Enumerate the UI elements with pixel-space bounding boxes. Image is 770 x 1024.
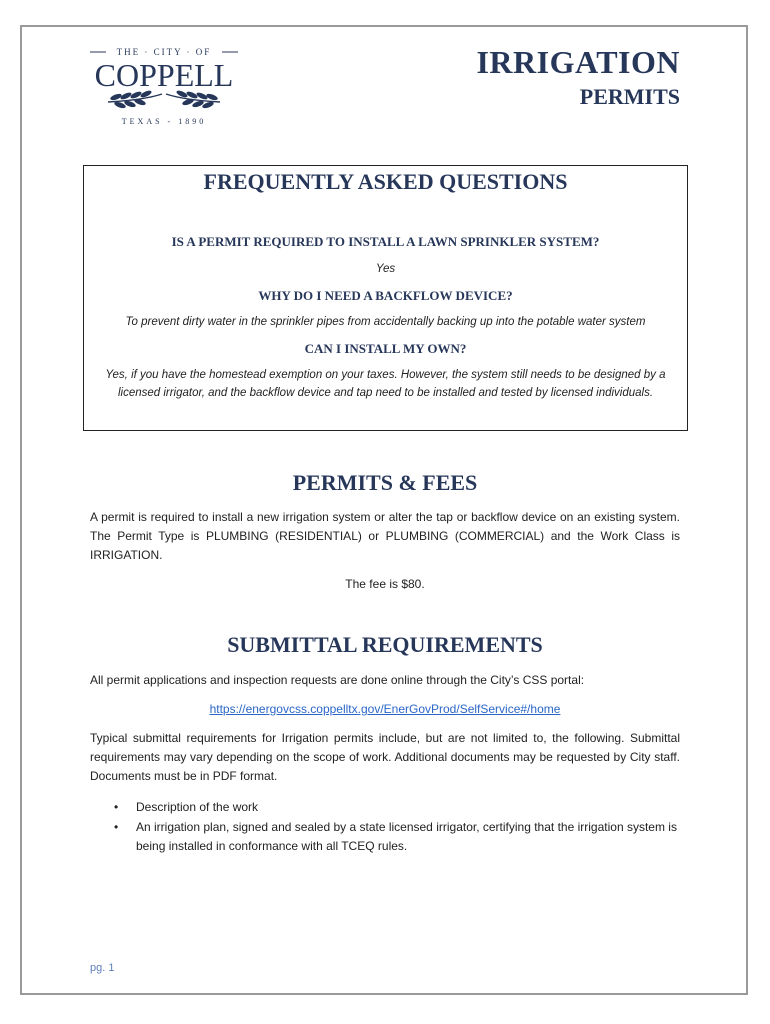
title-sub: PERMITS [579, 84, 680, 109]
logo-top-text: THE · CITY · OF [116, 47, 212, 57]
list-item [90, 818, 680, 856]
list-item-text: An irrigation plan, signed and sealed by a state licensed irrigator, certifying that the irrigation system is being installed in conformance with all TCEQ rules. [136, 820, 677, 853]
faq-question: WHY DO I NEED A BACKFLOW DEVICE? [258, 288, 513, 303]
submittal-intro: All permit applications and inspection requests are done online through the City’s CSS portal: [90, 673, 585, 687]
list-item [90, 798, 680, 817]
faq-answer: Yes, if you have the homestead exemption on your taxes. However, the system still needs to be designed by a licensed irrigator, and the backflow device and tap need to be installed and tested by licensed individuals. [105, 369, 666, 399]
fee-text: The fee is $80. [345, 577, 425, 591]
logo-name: COPPELL [94, 57, 234, 93]
bullet-icon: • [114, 820, 119, 834]
coppell-seal-icon [84, 42, 244, 132]
title-main: IRRIGATION [476, 44, 680, 80]
faq-answer: Yes [375, 263, 396, 275]
faq-question: CAN I INSTALL MY OWN? [304, 341, 467, 356]
permits-paragraph: A permit is required to install a new irrigation system or alter the tap or backflow device on an existing system. The Permit Type is PLUMBING (RESIDENTIAL) or PLUMBING (COMMERCIAL) and the Work Class is IRRIGATION. [90, 510, 680, 562]
document-title [476, 44, 680, 110]
requirements-list [90, 798, 680, 857]
faq-question: IS A PERMIT REQUIRED TO INSTALL A LAWN SPRINKLER SYSTEM? [171, 234, 600, 249]
bullet-icon: • [114, 800, 119, 814]
faq-box [83, 165, 688, 431]
logo-bottom-text: TEXAS - 1890 [121, 117, 207, 126]
faq-answer: To prevent dirty water in the sprinkler pipes from accidentally backing up into the potable water system [125, 316, 646, 328]
city-logo [84, 42, 244, 132]
css-portal-link[interactable]: https://energovcss.coppelltx.gov/EnerGovProd/SelfService#/home [209, 702, 561, 716]
submittal-paragraph: Typical submittal requirements for Irrigation permits include, but are not limited to, the following. Submittal requirements may vary depending on the scope of work. Additional documents may be requested by City staff. Documents must be in PDF format. [90, 731, 680, 783]
page-number: pg. 1 [90, 962, 115, 974]
faq-heading: FREQUENTLY ASKED QUESTIONS [203, 169, 568, 194]
permits-heading: PERMITS & FEES [292, 470, 478, 495]
submittal-heading: SUBMITTAL REQUIREMENTS [227, 632, 543, 657]
list-item-text: Description of the work [136, 800, 259, 814]
